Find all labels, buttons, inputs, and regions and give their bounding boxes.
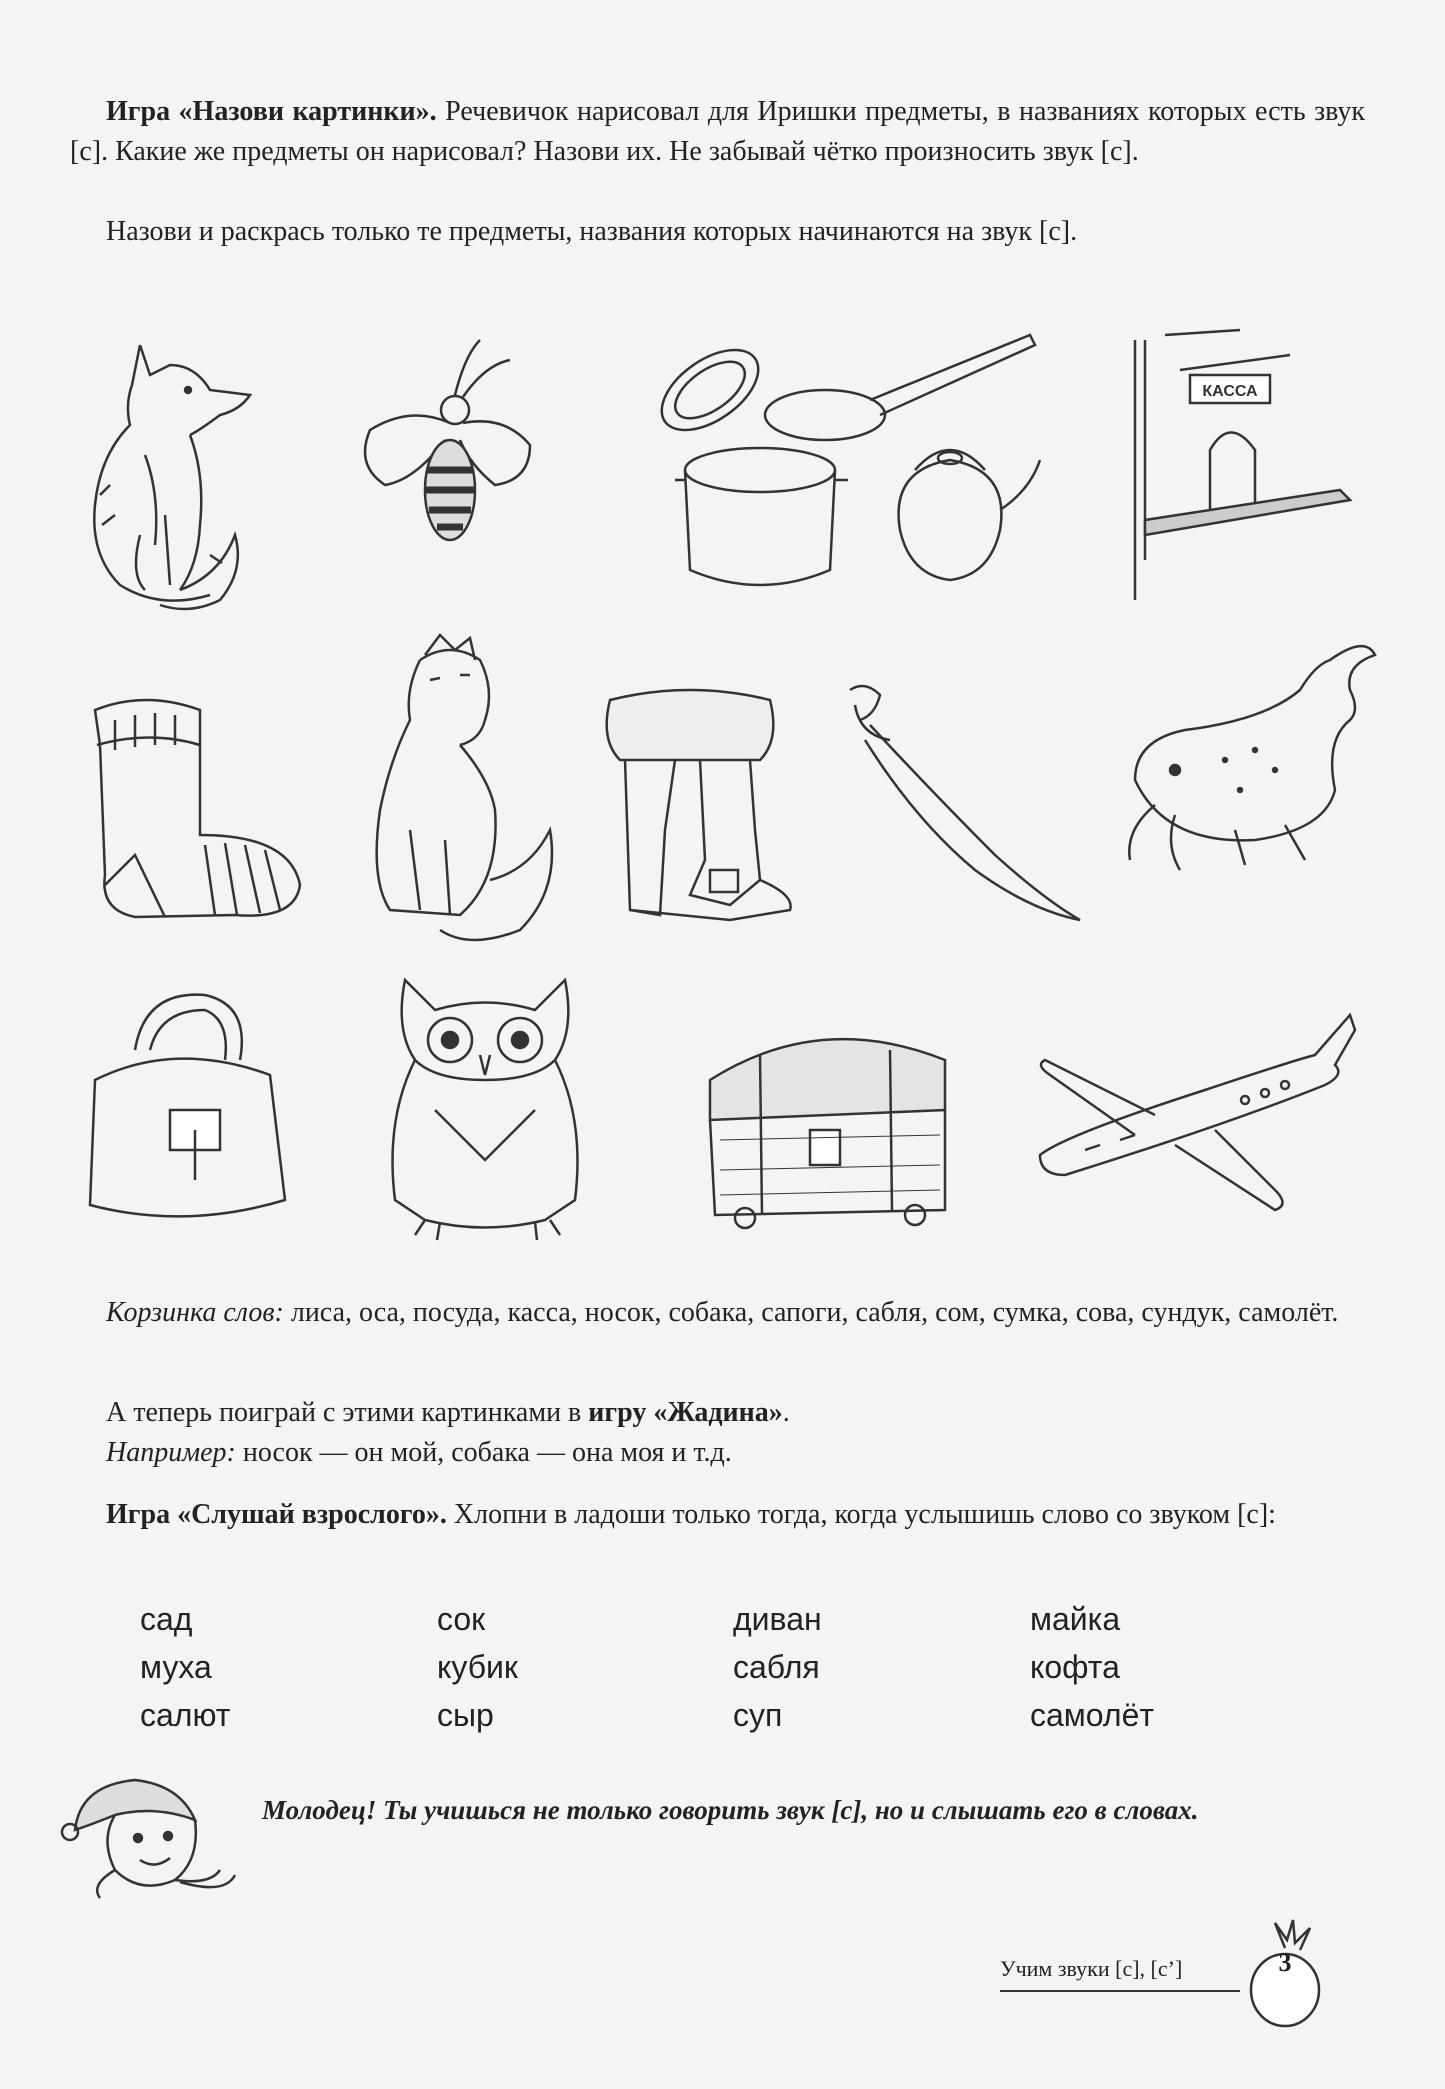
game3-text: Хлопни в ладоши только тогда, когда услышишь слово со звуком [с]: — [446, 1499, 1276, 1530]
game1-paragraph — [70, 92, 1365, 172]
word: диван — [733, 1601, 822, 1637]
game2-paragraph — [70, 1393, 1365, 1433]
word: майка — [1030, 1601, 1121, 1637]
catfish-icon — [1115, 630, 1385, 880]
fox-icon — [70, 335, 270, 615]
word: кофта — [1030, 1649, 1120, 1685]
dishes-picture — [630, 330, 1050, 600]
dishes-icon — [630, 330, 1050, 600]
word: муха — [140, 1649, 212, 1685]
wasp-picture — [345, 335, 535, 555]
example-label: Например: — [106, 1437, 236, 1468]
example-text: носок — он мой, собака — она моя и т.д. — [235, 1437, 732, 1468]
cash-desk-icon — [1090, 320, 1360, 610]
word-column-3 — [733, 1595, 1013, 1739]
gnome-illustration — [60, 1770, 240, 1900]
word: сад — [140, 1601, 193, 1637]
fox-picture — [70, 335, 270, 615]
bag-icon — [75, 980, 295, 1230]
word: самолёт — [1030, 1697, 1155, 1733]
plane-icon — [1025, 1005, 1365, 1215]
bag-picture — [75, 980, 295, 1230]
game2-prefix: А теперь поиграй с этими картинками в — [106, 1397, 589, 1428]
dog-icon — [350, 630, 565, 955]
word-column-4 — [1030, 1595, 1310, 1739]
footer-section-title: Учим звуки [с], [с’] — [1000, 1956, 1183, 1981]
word: суп — [733, 1697, 783, 1733]
sabre-picture — [835, 675, 1085, 925]
sock-picture — [75, 685, 305, 925]
instruction-paragraph: Назови и раскрась только те предметы, названия которых начинаются на звук [с]. — [106, 216, 1078, 247]
owl-picture — [365, 970, 605, 1245]
word: салют — [140, 1697, 231, 1733]
word-column-2 — [437, 1595, 717, 1739]
chest-picture — [700, 1020, 955, 1230]
page-footer — [1000, 1918, 1370, 2028]
word-column-1 — [140, 1595, 420, 1739]
wasp-icon — [345, 335, 535, 555]
game1-title: Игра «Назови картинки». — [106, 96, 437, 127]
dog-picture — [350, 630, 565, 955]
final-message: Молодец! Ты учишься не только говорить звук [с], но и слышать его в словах. — [262, 1795, 1199, 1825]
sabre-icon — [835, 675, 1085, 925]
page-number: 3 — [1278, 1948, 1292, 1977]
sock-icon — [75, 685, 305, 925]
boots-icon — [590, 680, 810, 935]
game3-paragraph — [70, 1495, 1365, 1535]
game1-text: Речевичок нарисовал для Иришки предметы, в названиях которых есть звук [с]. Какие же предметы он нарисовал? Назови их. Не забывай чётко произносить звук [с]. — [70, 96, 1366, 167]
owl-icon — [365, 970, 605, 1245]
boots-picture — [590, 680, 810, 935]
catfish-picture — [1115, 630, 1385, 880]
game2-suffix: . — [782, 1397, 790, 1428]
footer-divider — [1000, 1990, 1240, 1992]
plane-picture — [1025, 1005, 1365, 1215]
game2-title: игру «Жадина» — [588, 1397, 783, 1428]
game3-title: Игра «Слушай взрослого». — [106, 1499, 447, 1530]
chest-icon — [700, 1020, 955, 1230]
pictures-area — [60, 330, 1380, 1240]
gnome-icon — [60, 1770, 240, 1900]
word: сыр — [437, 1697, 494, 1733]
word: сабля — [733, 1649, 820, 1685]
basket-paragraph — [70, 1293, 1365, 1333]
cash-desk-sign: КАССА — [1202, 383, 1258, 400]
basket-text: лиса, оса, посуда, касса, носок, собака, сапоги, сабля, сом, сумка, сова, сундук, самолёт. — [283, 1297, 1339, 1328]
basket-label: Корзинка слов: — [106, 1297, 284, 1328]
word: сок — [437, 1601, 486, 1637]
word: кубик — [437, 1649, 518, 1685]
cash-desk-picture — [1090, 320, 1360, 610]
game2-example — [70, 1433, 1365, 1473]
